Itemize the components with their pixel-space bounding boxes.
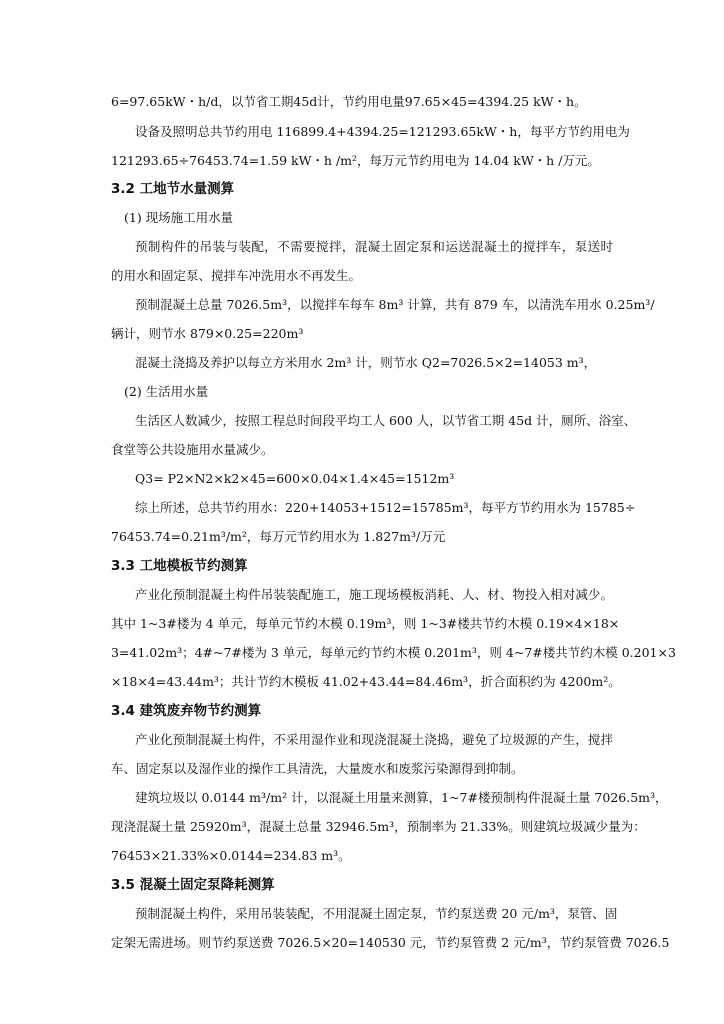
text-line: ×18×4=43.44m³；共计节约木模板 41.02+43.44=84.46m³，折合面积约为 4200m²。 bbox=[111, 674, 621, 689]
text-line: 产业化预制混凝土构件吊装装配施工，施工现场模板消耗、人、材、物投入相对减少。 bbox=[135, 587, 613, 602]
text-line: 建筑垃圾以 0.0144 m³/m² 计，以混凝土用量来测算，1~7#楼预制构件混凝土量 7026.5m³， bbox=[135, 790, 668, 805]
section-heading-3-3: 3.3 工地模板节约测算 bbox=[111, 558, 248, 574]
text-line: 预制混凝土构件，采用吊装装配，不用混凝土固定泵，节约泵送费 20 元/m³，泵管、固 bbox=[135, 906, 618, 921]
text-line: 车、固定泵以及湿作业的操作工具清洗，大量废水和废浆污染源得到抑制。 bbox=[111, 761, 524, 776]
text-line: 综上所述，总共节约用水：220+14053+1512=15785m³，每平方节约用水为 15785÷ bbox=[135, 500, 636, 515]
text-line: 辆计，则节水 879×0.25=220m³ bbox=[111, 326, 304, 341]
text-line: 76453.74=0.21m³/m²，每万元节约用水为 1.827m³/万元 bbox=[111, 529, 446, 544]
text-line: 设备及照明总共节约用电 116899.4+4394.25=121293.65kW・h，每平方节约用电为 bbox=[135, 124, 630, 139]
text-line: 6=97.65kW・h/d，以节省工期45d计，节约用电量97.65×45=4394.25 kW・h。 bbox=[111, 94, 587, 109]
text-line: 食堂等公共设施用水量减少。 bbox=[111, 442, 274, 457]
text-line: 产业化预制混凝土构件，不采用湿作业和现浇混凝土浇捣，避免了垃圾源的产生，搅拌 bbox=[135, 732, 613, 747]
text-line: 121293.65÷76453.74=1.59 kW・h /m²，每万元节约用电为 14.04 kW・h /万元。 bbox=[111, 153, 600, 168]
text-line: 混凝土浇捣及养护以每立方米用水 2m³ 计，则节水 Q2=7026.5×2=14053 m³， bbox=[135, 355, 597, 370]
subheading: (2) 生活用水量 bbox=[124, 384, 209, 399]
text-line: 76453×21.33%×0.0144=234.83 m³。 bbox=[111, 848, 351, 863]
text-line: 生活区人数减少，按照工程总时间段平均工人 600 人，以节省工期 45d 计，厕所、浴室、 bbox=[135, 413, 637, 428]
section-heading-3-4: 3.4 建筑废弃物节约测算 bbox=[111, 703, 262, 719]
section-heading-3-2: 3.2 工地节水量测算 bbox=[111, 181, 235, 197]
subheading: (1) 现场施工用水量 bbox=[124, 210, 234, 225]
section-heading-3-5: 3.5 混凝土固定泵降耗测算 bbox=[111, 877, 275, 893]
text-line: 的用水和固定泵、搅拌车冲洗用水不再发生。 bbox=[111, 268, 362, 283]
text-line: 其中 1~3#楼为 4 单元，每单元节约木模 0.19m³，则 1~3#楼共节约木模 0.19×4×18× bbox=[111, 616, 620, 631]
text-line: 定架无需进场。则节约泵送费 7026.5×20=140530 元，节约泵管费 2 元/m³，节约泵管费 7026.5 bbox=[111, 935, 670, 950]
text-line: 预制混凝土总量 7026.5m³，以搅拌车每车 8m³ 计算，共有 879 车，以清洗车用水 0.25m³/ bbox=[135, 297, 655, 312]
text-line: 现浇混凝土量 25920m³，混凝土总量 32946.5m³，预制率为 21.33%。则建筑垃圾减少量为： bbox=[111, 819, 646, 834]
formula-line: Q3= P2×N2×k2×45=600×0.04×1.4×45=1512m³ bbox=[135, 471, 455, 486]
text-line: 预制构件的吊装与装配，不需要搅拌，混凝土固定泵和运送混凝土的搅拌车，泵送时 bbox=[135, 239, 613, 254]
text-line: 3=41.02m³；4#~7#楼为 3 单元，每单元约节约木模 0.201m³，则 4~7#楼共节约木模 0.201×3 bbox=[111, 645, 676, 660]
